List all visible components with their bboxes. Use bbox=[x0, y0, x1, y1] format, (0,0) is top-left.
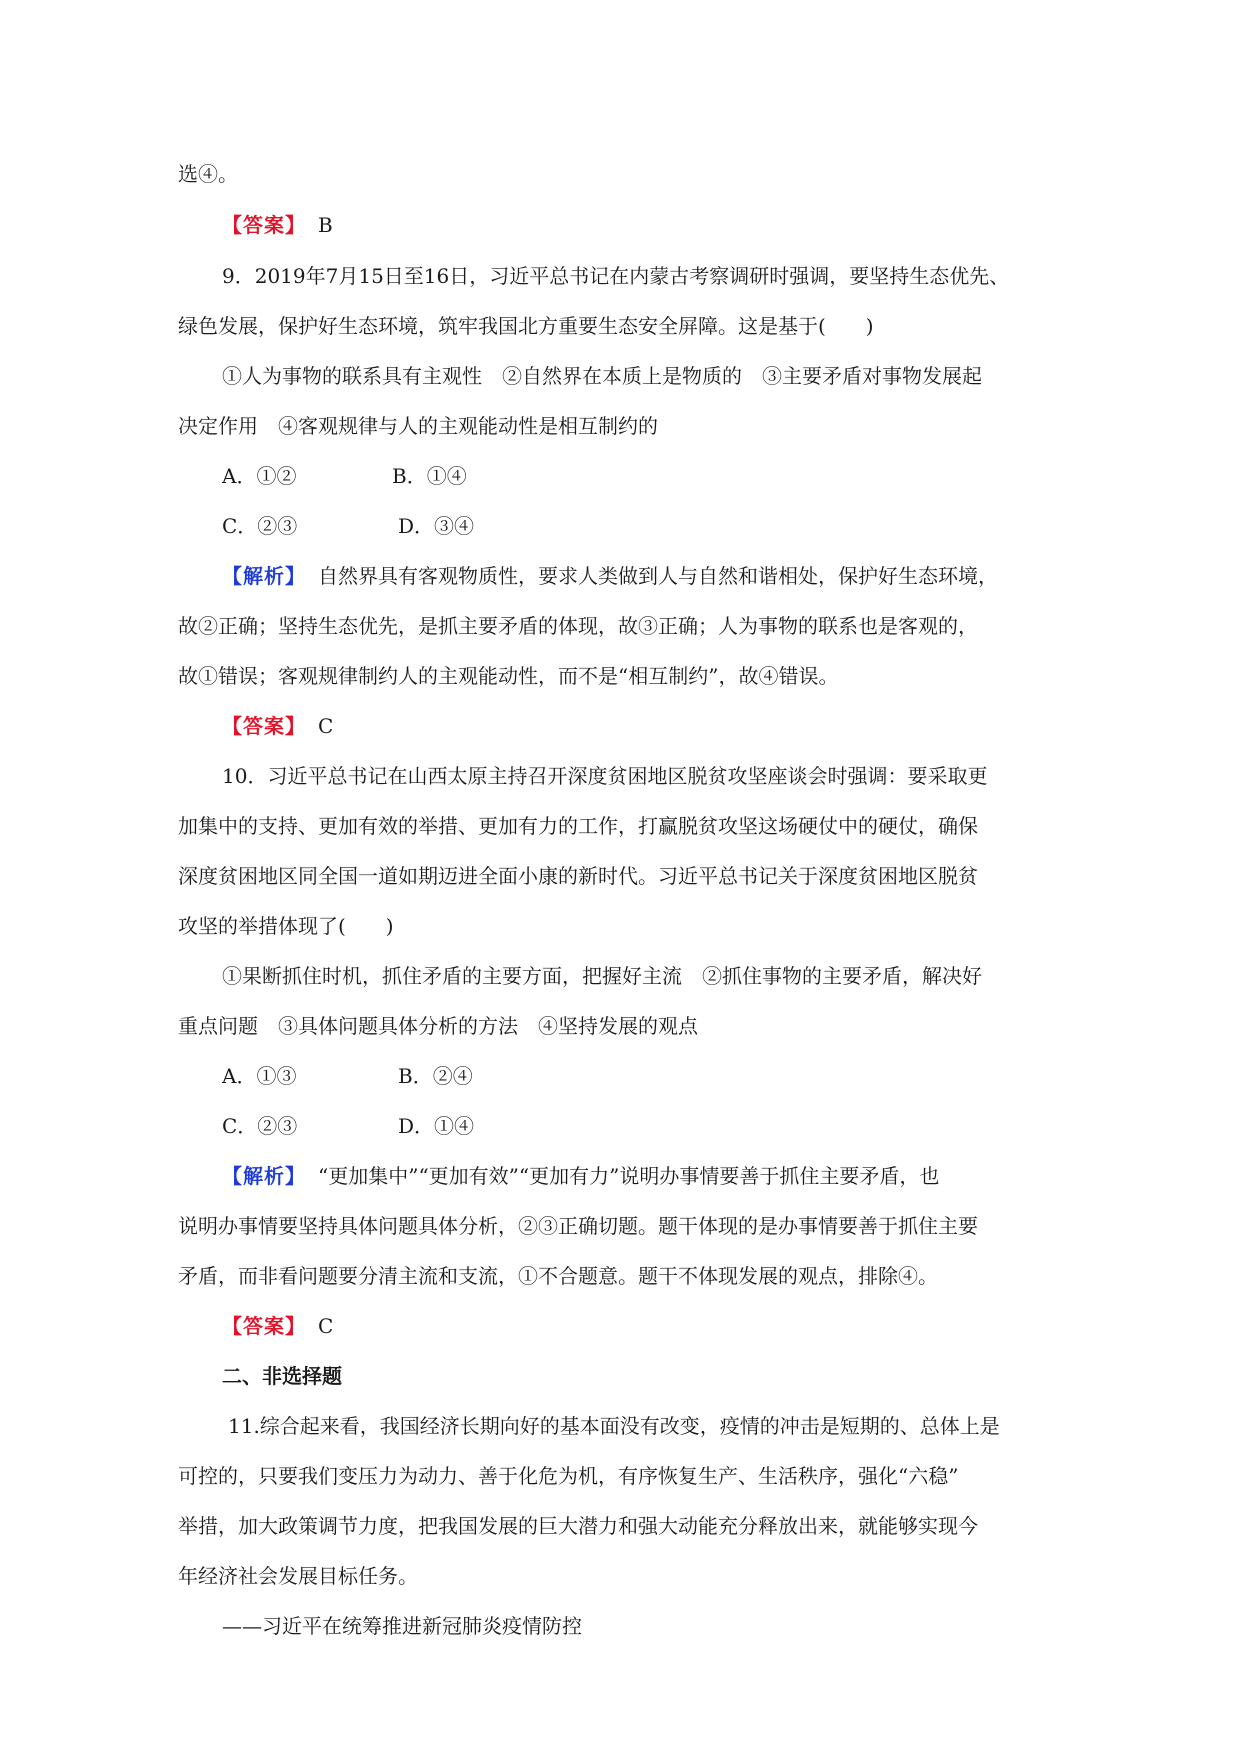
statements-line: ①果断抓住时机，抓住矛盾的主要方面，把握好主流 ②抓住事物的主要矛盾，解决好 bbox=[222, 964, 982, 988]
options-line bbox=[222, 512, 474, 540]
answer-line bbox=[222, 712, 333, 740]
text-line: 可控的，只要我们变压力为动力、善于化危为机，有序恢复生产、生活秩序，强化“六稳” bbox=[178, 1464, 959, 1488]
text-line: 重点问题 ③具体问题具体分析的方法 ④坚持发展的观点 bbox=[178, 1014, 698, 1038]
analysis-text: 自然界具有客观物质性，要求人类做到人与自然和谐相处，保护好生态环境， bbox=[318, 564, 998, 588]
text-line: 加集中的支持、更加有效的举措、更加有力的工作，打赢脱贫攻坚这场硬仗中的硬仗，确保 bbox=[178, 814, 978, 838]
option-b: B．①④ bbox=[392, 464, 467, 488]
text-line: 深度贫困地区同全国一道如期迈进全面小康的新时代。习近平总书记关于深度贫困地区脱贫 bbox=[178, 864, 978, 888]
question-11-line: 11.综合起来看，我国经济长期向好的基本面没有改变，疫情的冲击是短期的、总体上是 bbox=[228, 1414, 1000, 1438]
text-line: 故②正确；坚持生态优先，是抓主要矛盾的体现，故③正确；人为事物的联系也是客观的， bbox=[178, 614, 978, 638]
analysis-line bbox=[222, 562, 998, 590]
text-line: 矛盾，而非看问题要分清主流和支流，①不合题意。题干不体现发展的观点，排除④。 bbox=[178, 1264, 938, 1288]
options-line bbox=[222, 1112, 474, 1140]
answer-value: B bbox=[318, 213, 333, 237]
analysis-tag: 【解析】 bbox=[222, 1164, 306, 1188]
option-d: D．①④ bbox=[398, 1114, 475, 1138]
text-line: 举措，加大政策调节力度，把我国发展的巨大潜力和强大动能充分释放出来，就能够实现今 bbox=[178, 1514, 978, 1538]
section-heading: 二、非选择题 bbox=[222, 1364, 342, 1388]
text-line: 说明办事情要坚持具体问题具体分析，②③正确切题。题干体现的是办事情要善于抓住主要 bbox=[178, 1214, 978, 1238]
answer-line bbox=[222, 211, 333, 239]
option-a: A．①② bbox=[222, 464, 297, 488]
analysis-tag: 【解析】 bbox=[222, 564, 306, 588]
text-line: 年经济社会发展目标任务。 bbox=[178, 1564, 418, 1588]
option-d: D．③④ bbox=[398, 514, 475, 538]
answer-tag: 【答案】 bbox=[222, 213, 306, 237]
answer-tag: 【答案】 bbox=[222, 1314, 306, 1338]
text-line: 绿色发展，保护好生态环境，筑牢我国北方重要生态安全屏障。这是基于( ) bbox=[178, 314, 874, 338]
analysis-text: “更加集中”“更加有效”“更加有力”说明办事情要善于抓住主要矛盾，也 bbox=[318, 1164, 940, 1188]
question-10-line: 10．习近平总书记在山西太原主持召开深度贫困地区脱贫攻坚座谈会时强调：要采取更 bbox=[222, 764, 988, 788]
statements-line: ①人为事物的联系具有主观性 ②自然界在本质上是物质的 ③主要矛盾对事物发展起 bbox=[222, 364, 982, 388]
option-c: C．②③ bbox=[222, 514, 298, 538]
text-line: 选④。 bbox=[178, 162, 238, 186]
answer-value: C bbox=[318, 1314, 334, 1338]
text-line: 决定作用 ④客观规律与人的主观能动性是相互制约的 bbox=[178, 414, 658, 438]
answer-tag: 【答案】 bbox=[222, 714, 306, 738]
options-line bbox=[222, 1062, 473, 1090]
options-line bbox=[222, 462, 467, 490]
answer-value: C bbox=[318, 714, 334, 738]
option-c: C．②③ bbox=[222, 1114, 298, 1138]
option-b: B．②④ bbox=[398, 1064, 473, 1088]
answer-line bbox=[222, 1312, 333, 1340]
source-attribution: ——习近平在统筹推进新冠肺炎疫情防控 bbox=[222, 1614, 582, 1638]
question-9-line: 9．2019年7月15日至16日，习近平总书记在内蒙古考察调研时强调，要坚持生态优先、 bbox=[222, 264, 1010, 288]
text-line: 攻坚的举措体现了( ) bbox=[178, 914, 394, 938]
option-a: A．①③ bbox=[222, 1064, 297, 1088]
text-line: 故①错误；客观规律制约人的主观能动性，而不是“相互制约”，故④错误。 bbox=[178, 664, 839, 688]
analysis-line bbox=[222, 1162, 939, 1190]
